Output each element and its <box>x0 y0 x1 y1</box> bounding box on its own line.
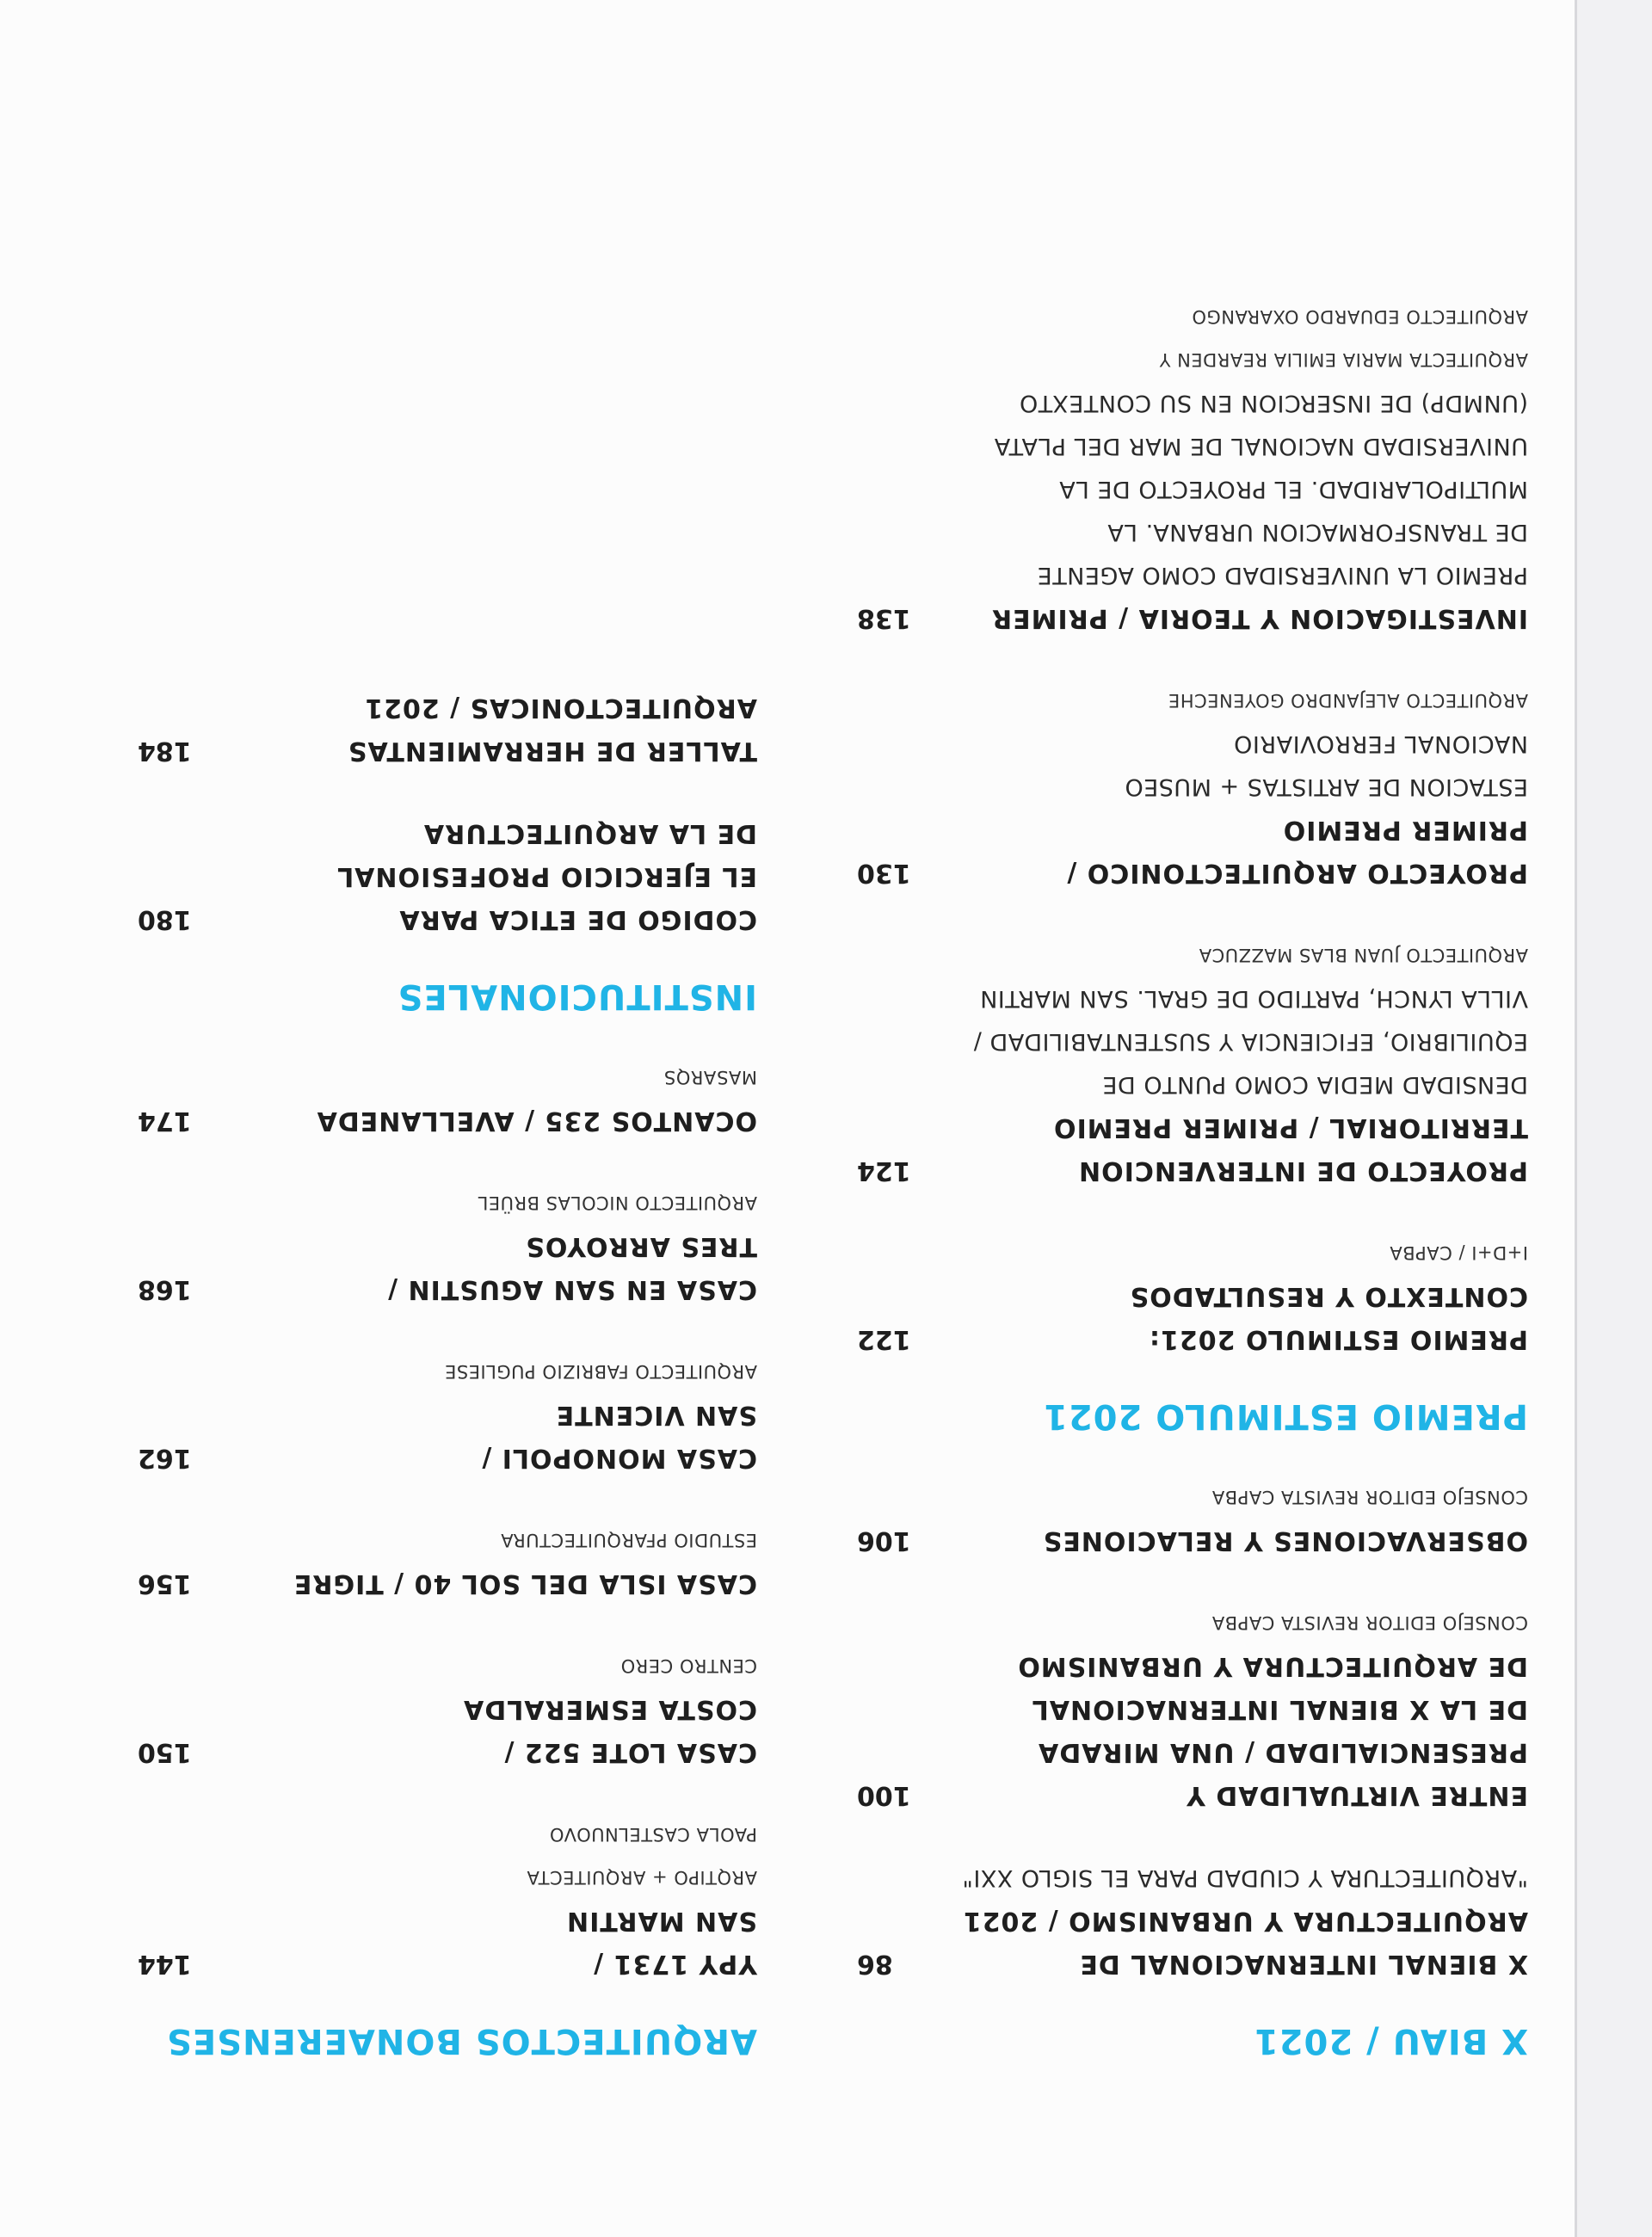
entry-credit: CENTRO CERO <box>620 1655 757 1676</box>
entry-subtitle: PREMIO LA UNIVERSIDAD COMO AGENTE DE TRANSFORMACION URBANA. LA MULTIPOLARIDAD. EL PROYECTO DE LA UNIVERSIDAD NACIONAL DE MAR DEL PLATA (UNMDP) DE INSERCION EN SU CONTEXTO <box>994 390 1528 589</box>
entry-title: CASA LOTE 522 / COSTA ESMERALDA <box>463 1694 757 1767</box>
entry-title: ENTRE VIRTUALIDAD Y PRESENCIALIDAD / UNA MIRADA DE LA X BIENAL INTERNACIONAL DE ARQUITECTURA Y URBANISMO <box>1017 1651 1528 1810</box>
toc-entry[interactable] <box>138 1519 757 1605</box>
toc-entry[interactable] <box>857 1601 1528 1816</box>
entry-title: INVESTIGACION Y TEORIA / PRIMER <box>991 603 1528 633</box>
toc-entry[interactable] <box>138 1056 757 1142</box>
page-number: 86 <box>857 1949 893 1979</box>
page-number: 106 <box>857 1525 911 1556</box>
entry-credit: ARQTIPO + ARQUITECTA PAOLA CASTELNUOVO <box>526 1824 757 1888</box>
toc-column-left <box>857 256 1528 2061</box>
entry-title: CASA ISLA DEL SOL 40 / TIGRE <box>293 1568 757 1599</box>
entry-subtitle: "ARQUITECTURA Y CIUDAD PARA EL SIGLO XXI" <box>961 1864 1528 1891</box>
entry-credit: ARQUITECTA MARIA EMILIA REARDEN Y ARQUITECTO EDUARDO OXARANGO <box>1159 306 1528 370</box>
entry-title: CASA EN SAN AGUSTIN / TRES ARROYOS <box>387 1231 757 1304</box>
toc-entry[interactable] <box>857 295 1528 639</box>
section-heading: ARQUITECTOS BONAERENSES <box>166 2021 757 2061</box>
entry-title: CODIGO DE ETICA PARA EL EJERCICIO PROFESIONAL DE LA ARQUITECTURA <box>336 818 757 934</box>
entry-subtitle: ESTACION DE ARTISTAS + MUSEO NACIONAL FERROVIARIO <box>1124 730 1528 800</box>
page-number: 150 <box>138 1737 192 1767</box>
toc-section <box>857 295 1528 1436</box>
entry-title: OCANTOS 235 / AVELLANEDA <box>316 1106 757 1136</box>
entry-title: YPY 1731 / SAN MARTIN <box>566 1906 757 1979</box>
page-number: 124 <box>857 1155 911 1186</box>
section-heading: X BIAU / 2021 <box>1253 2021 1528 2061</box>
entry-credit: CONSEJO EDITOR REVISTA CAPBA <box>1211 1612 1528 1633</box>
toc-entry[interactable] <box>138 1644 757 1773</box>
entry-title: CASA MONOPOLI / SAN VICENTE <box>481 1400 757 1473</box>
page-number: 100 <box>857 1780 911 1810</box>
entry-title: X BIENAL INTERNACIONAL DE ARQUITECTURA Y URBANISMO / 2021 <box>962 1906 1528 1979</box>
toc-entry[interactable] <box>857 1476 1528 1562</box>
toc-entry[interactable] <box>857 934 1528 1192</box>
entry-title: PROYECTO ARQUITECTONICO / PRIMER PREMIO <box>1066 815 1528 888</box>
entry-credit: ARQUITECTO FABRIZIO PUGLIESE <box>444 1361 757 1382</box>
entry-title: PREMIO ESTIMULO 2021: CONTEXTO Y RESULTADOS <box>1129 1281 1528 1354</box>
entry-title: TALLER DE HERRAMIENTAS ARQUITECTONICAS / 2021 <box>347 693 757 766</box>
entry-credit: CONSEJO EDITOR REVISTA CAPBA <box>1211 1487 1528 1507</box>
entry-credit: ARQUITECTO NICOLAS BRÜEL <box>478 1192 757 1213</box>
entry-credit: ESTUDIO PFARQUITECTURA <box>500 1530 757 1550</box>
page-number: 122 <box>857 1324 911 1354</box>
section-heading: PREMIO ESTIMULO 2021 <box>1043 1396 1528 1436</box>
page-number: 174 <box>138 1106 192 1136</box>
entry-credit: MASARQS <box>663 1067 757 1088</box>
page-number: 162 <box>138 1443 192 1473</box>
toc-section <box>138 1056 757 2061</box>
page-number: 180 <box>138 904 192 934</box>
toc-entry[interactable] <box>857 1856 1528 1985</box>
toc-entry[interactable] <box>138 811 757 940</box>
toc-entry[interactable] <box>138 686 757 772</box>
page-number: 156 <box>138 1568 192 1599</box>
entry-credit: ARQUITECTO ALEJANDRO GOYENECHE <box>1168 690 1528 711</box>
toc-column-right <box>138 646 757 2061</box>
entry-title: PROYECTO DE INTERVENCION TERRITORIAL / PRIMER PREMIO <box>1053 1112 1528 1186</box>
section-heading: INSTITUCIONALES <box>397 977 757 1016</box>
toc-entry[interactable] <box>138 1813 757 1985</box>
entry-credit: I+D+I / CAPBA <box>1389 1242 1528 1263</box>
entry-subtitle: DENSIDAD MEDIA COMO PUNTO DE EQUILIBRIO, EFICIENCIA Y SUSTENTABILIDAD / VILLA LYNCH, PARTIDO DE GRAL. SAN MARTIN <box>973 985 1528 1098</box>
entry-credit: ARQUITECTO JUAN BLAS MAZZUCA <box>1199 945 1528 965</box>
entry-title: OBSERVACIONES Y RELACIONES <box>1042 1525 1528 1556</box>
toc-entry[interactable] <box>857 1231 1528 1360</box>
page-number: 168 <box>138 1274 192 1304</box>
toc-entry[interactable] <box>138 1181 757 1310</box>
page-number: 144 <box>138 1949 192 1979</box>
toc-section <box>857 1476 1528 2061</box>
page-number: 130 <box>857 858 911 888</box>
toc-entry[interactable] <box>138 1350 757 1479</box>
toc-entry[interactable] <box>857 679 1528 894</box>
page-number: 138 <box>857 603 911 633</box>
toc-section <box>138 686 757 1016</box>
page-number: 184 <box>138 736 192 766</box>
